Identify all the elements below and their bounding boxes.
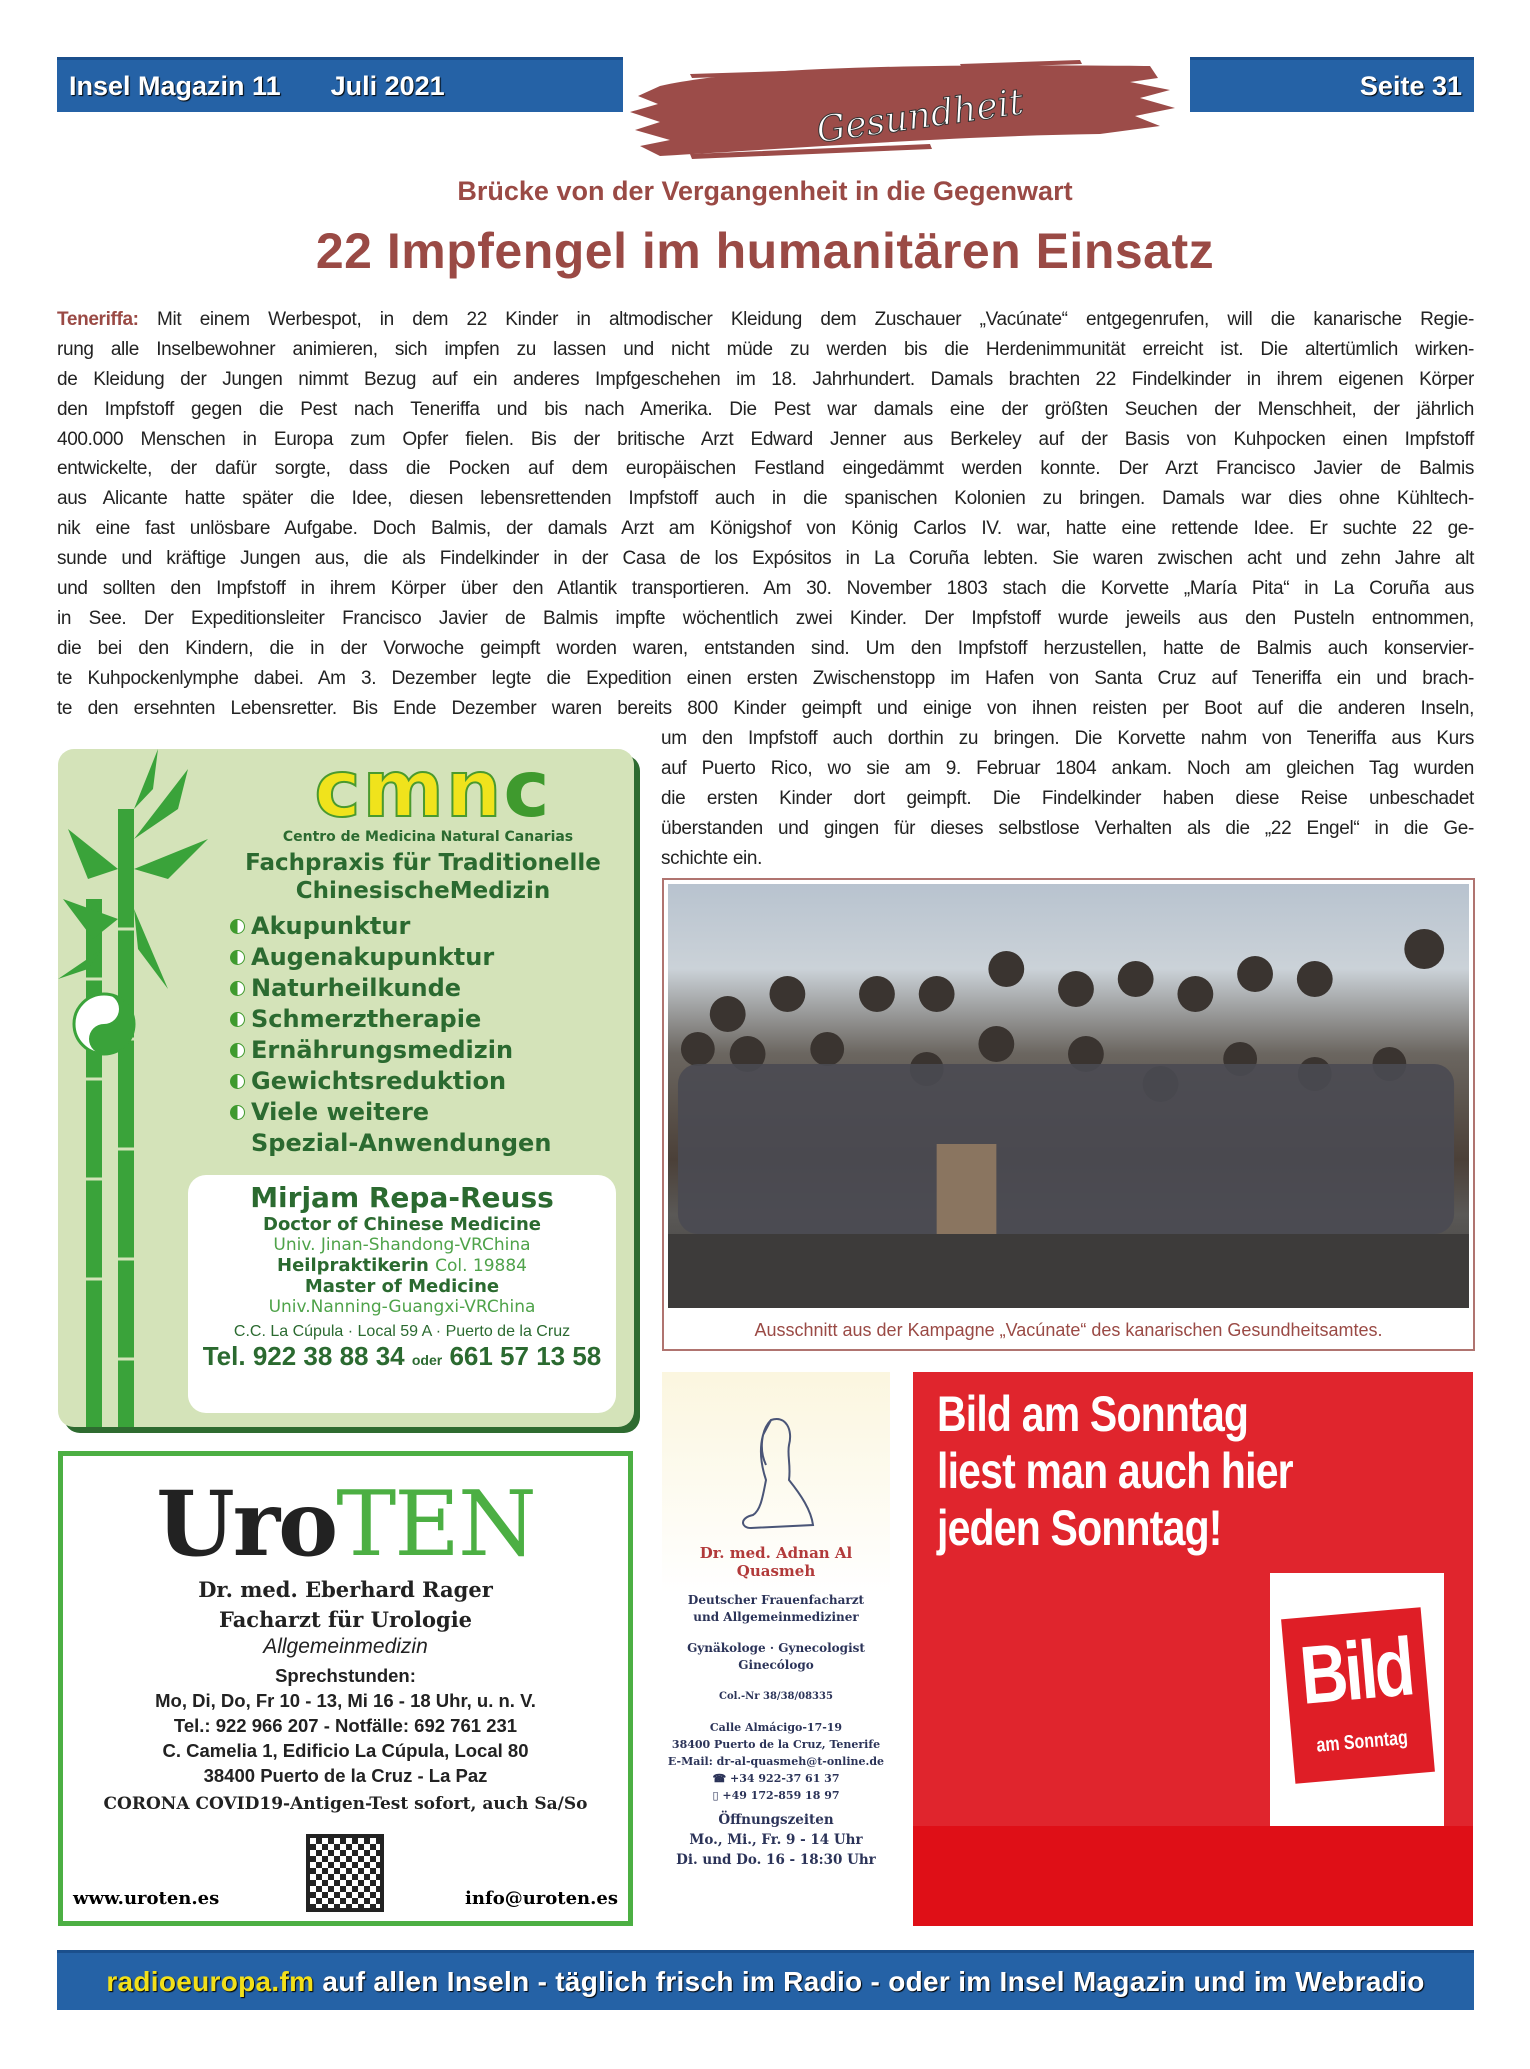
article-photo <box>662 878 1475 1351</box>
service-item <box>230 973 551 1004</box>
body-line: um den Impfstoff auch dorthin zu bringen. Die Korvette nahm von Teneriffa aus Kurs <box>661 728 1474 749</box>
website-link[interactable]: www.uroten.es <box>73 1888 220 1909</box>
service-label: Schmerztherapie <box>251 1005 482 1033</box>
slogan-line: Bild am Sonntag <box>937 1386 1249 1442</box>
issue-date: Juli 2021 <box>330 70 445 101</box>
ad-bottom-band <box>913 1826 1473 1926</box>
campaign-photo-image <box>668 884 1469 1308</box>
logo-part: Uro <box>156 1471 337 1577</box>
general-medicine: Allgemeinmedizin <box>263 1635 428 1658</box>
service-label: Naturheilkunde <box>251 974 462 1002</box>
university: Univ.Nanning-Guangxi-VRChina <box>268 1297 536 1317</box>
office-hours: Mo., Mi., Fr. 9 - 14 Uhr <box>689 1832 863 1848</box>
service-item <box>230 1097 551 1128</box>
page-number: Seite 31 <box>1359 70 1462 101</box>
article-body-column <box>661 724 1474 873</box>
email-link[interactable]: info@uroten.es <box>465 1888 618 1909</box>
body-line: entwickelte, der dafür sorgte, dass die Pocken auf dem europäischen Festland eingedämmt werden konnte. Der Arzt Francisco Javier de Balmis <box>57 458 1474 480</box>
service-item <box>230 1035 551 1066</box>
body-line: und sollten den Impfstoff in ihrem Körper über den Atlantik transportieren. Am 30. November 1803 stach die Korvette „María Pita“ in La Coruña aus <box>57 578 1474 600</box>
footer-banner <box>57 1950 1474 2010</box>
article-headline: 22 Impfengel im humanitären Einsatz <box>315 223 1215 279</box>
body-line: rung alle Inselbewohner animieren, sich impfen zu lassen und nicht müde zu werden bis die Herdenimmunität erreicht ist. Die altertümlich wirken- <box>57 338 1474 360</box>
credential: Master of Medicine <box>304 1276 500 1297</box>
header-bar-left <box>57 57 623 112</box>
ad-uroten[interactable] <box>58 1451 633 1926</box>
credential: Doctor of Chinese Medicine <box>263 1214 541 1235</box>
body-line: den Impfstoff gegen die Pest nach Teneriffa und bis nach Amerika. Die Pest war damals eine der größten Seuchen der Menschheit, der jährlich <box>57 398 1474 420</box>
service-label: Gewichtsreduktion <box>251 1067 507 1095</box>
practitioner-name: Mirjam Repa-Reuss <box>250 1181 554 1214</box>
article-kicker: Brücke von der Vergangenheit in die Gegenwart <box>457 176 1073 206</box>
doctor-name: Dr. med. Adnan Al Quasmeh <box>699 1544 853 1580</box>
university: Univ. Jinan-Shandong-VRChina <box>273 1235 531 1255</box>
phone[interactable]: Tel. 922 38 88 34 <box>202 1341 405 1371</box>
yin-yang-icon <box>230 919 245 934</box>
hours-label: Öffnungszeiten <box>718 1812 834 1828</box>
logo-part: cmn <box>314 749 504 835</box>
phone[interactable]: 661 57 13 58 <box>449 1341 602 1371</box>
slogan-line: jeden Sonntag! <box>937 1500 1222 1556</box>
body-line: te den ersehnten Lebensretter. Bis Ende Dezember waren bereits 800 Kinder geimpft und einige von ihnen reisten per Boot auf die anderen Inseln, <box>57 697 1474 719</box>
bamboo-icon <box>58 749 208 1427</box>
office-hours: Di. und Do. 16 - 18:30 Uhr <box>676 1852 876 1868</box>
bild-logo <box>1281 1607 1435 1784</box>
credential: Heilpraktikerin <box>277 1255 429 1276</box>
newspaper-image <box>1270 1573 1444 1826</box>
body-line: überstanden und gingen für dieses selbstlose Verhalten als die „22 Engel“ in die Ge- <box>661 817 1474 839</box>
service-item-cont: Spezial-Anwendungen <box>251 1129 552 1157</box>
body-line-text: Mit einem Werbespot, in dem 22 Kinder in altmodischer Kleidung dem Zuschauer „Vacúnate“ entgegenrufen, will die kanarische Regie- <box>138 309 1474 330</box>
body-line: die bei den Kindern, die in der Vorwoche geimpft worden waren, entstanden sind. Um den Impfstoff herzustellen, hatte de Balmis auch konservier- <box>57 637 1474 659</box>
address: 38400 Puerto de la Cruz - La Paz <box>203 1765 488 1786</box>
uroten-logo <box>63 1471 628 1577</box>
service-label: Viele weitere <box>251 1098 430 1126</box>
body-line: schichte ein. <box>661 847 763 869</box>
service-item <box>230 942 551 973</box>
office-hours: Mo, Di, Do, Fr 10 - 13, Mi 16 - 18 Uhr, u. n. V. <box>155 1690 536 1711</box>
license-number: Col.-Nr 38/38/08335 <box>719 1691 833 1702</box>
kneeling-woman-icon <box>731 1410 821 1540</box>
specialty: Ginecólogo <box>738 1658 814 1672</box>
logo-text: Bild <box>1296 1621 1416 1722</box>
service-label: Ernährungsmedizin <box>251 1036 514 1064</box>
magazine-name: Insel Magazin 11 <box>69 70 281 101</box>
header-bar-right <box>1190 57 1474 112</box>
footer-text: auf allen Inseln - täglich frisch im Radio - oder im Insel Magazin und im Webradio <box>314 1965 1425 1997</box>
body-line: de Kleidung der Jungen nimmt Bezug auf ein anderes Impfgeschehen im 18. Jahrhundert. Damals brachten 22 Findelkinder in ihrem eigenen Körper <box>57 368 1474 390</box>
yin-yang-icon <box>230 1105 245 1120</box>
mobile[interactable]: ▯ +49 172-859 18 97 <box>712 1789 840 1802</box>
specialty: Facharzt für Urologie <box>218 1607 473 1632</box>
address: C. Camelia 1, Edificio La Cúpula, Local 80 <box>162 1740 529 1761</box>
phone: Tel.: 922 966 207 - Notfälle: 692 761 231 <box>173 1715 518 1736</box>
photo-caption: Ausschnitt aus der Kampagne „Vacúnate“ des kanarischen Gesundheitsamtes. <box>754 1320 1383 1340</box>
phone[interactable]: ☎ +34 922-37 61 37 <box>712 1772 840 1785</box>
address: Calle Almácigo-17-19 <box>709 1721 843 1734</box>
email[interactable]: E-Mail: dr-al-quasmeh@t-online.de <box>667 1755 885 1768</box>
yin-yang-icon <box>230 1012 245 1027</box>
ad-slogan <box>937 1386 1293 1557</box>
phone-numbers[interactable] <box>188 1341 616 1372</box>
body-line: nik eine fast unlösbare Aufgabe. Doch Balmis, der damals Arzt am Königshof von König Carlos IV. war, hatte eine rettende Idee. Er suchte 22 ge- <box>57 518 1474 540</box>
doctor-name: Dr. med. Eberhard Rager <box>198 1577 493 1602</box>
specialty: Gynäkologe · Gynecologist <box>687 1641 865 1655</box>
service-item <box>230 1066 551 1097</box>
practice-line: Fachpraxis für Traditionelle <box>245 850 601 876</box>
hours-label: Sprechstunden: <box>275 1665 416 1686</box>
practitioner-card <box>188 1175 616 1413</box>
body-line: in See. Der Expeditionsleiter Francisco Javier de Balmis impfte wöchentlich zwei Kinder. Der Impfstoff wurde jeweils aus den Pusteln entnommen, <box>57 607 1474 629</box>
body-line: aus Alicante hatte später die Idee, diesen lebensrettenden Impfstoff auch in die spanischen Kolonien zu bringen. Damals war dies ohne Kühltech- <box>57 488 1474 510</box>
qr-code-icon[interactable] <box>306 1834 384 1912</box>
license-number: Col. 19884 <box>435 1256 527 1276</box>
address: C.C. La Cúpula · Local 59 A · Puerto de la Cruz <box>233 1323 571 1340</box>
ad-bild-am-sonntag[interactable] <box>913 1372 1473 1926</box>
article-body <box>57 305 1474 723</box>
body-line: te Kuhpockenlymphe dabei. Am 3. Dezember legte die Expedition einen ersten Zwischenstopp im Hafen von Santa Cruz auf Teneriffa ein und brach- <box>57 667 1474 689</box>
cmnc-subtitle: Centro de Medicina Natural Canarias <box>282 829 574 845</box>
slogan-line: liest man auch hier <box>937 1443 1293 1499</box>
brush-stroke-icon <box>630 56 1190 161</box>
or-label: oder <box>411 1352 443 1368</box>
children-group-illustration <box>668 884 1469 1308</box>
section-banner <box>630 56 1190 161</box>
logo-subtext: am Sonntag <box>1315 1726 1409 1757</box>
covid-test-note: CORONA COVID19-Antigen-Test sofort, auch Sa/So <box>103 1794 588 1814</box>
service-item <box>230 911 551 942</box>
yin-yang-icon <box>230 981 245 996</box>
title: und Allgemeinmediziner <box>693 1610 859 1624</box>
article-lead: Teneriffa: <box>57 309 139 330</box>
logo-part: c <box>503 749 552 835</box>
practice-line: ChinesischeMedizin <box>295 878 551 904</box>
cmnc-practice <box>198 849 634 905</box>
cmnc-logo <box>248 749 618 835</box>
service-label: Akupunktur <box>251 912 411 940</box>
radio-brand-link[interactable]: radioeuropa.fm <box>106 1965 315 1997</box>
body-line: die ersten Kinder dort geimpft. Die Findelkinder haben diese Reise unbeschadet <box>661 787 1474 809</box>
yin-yang-icon <box>230 1043 245 1058</box>
logo-part: TEN <box>336 1472 535 1577</box>
service-list <box>230 911 551 1159</box>
body-line: sunde und kräftige Jungen aus, die als Findelkinder in der Casa de los Expósitos in La Coruña lebten. Sie waren zwischen acht und zehn Jahre alt <box>57 548 1474 570</box>
service-item <box>230 1004 551 1035</box>
body-line <box>57 305 1474 335</box>
yin-yang-icon <box>230 1074 245 1089</box>
section-title: Gesundheit <box>814 81 1027 152</box>
address: 38400 Puerto de la Cruz, Tenerife <box>671 1738 881 1751</box>
ad-cmnc[interactable] <box>58 749 634 1427</box>
yin-yang-icon <box>230 950 245 965</box>
service-label: Augenakupunktur <box>251 943 495 971</box>
body-line: 400.000 Menschen in Europa zum Opfer fielen. Bis der britische Arzt Edward Jenner aus Berkeley auf der Basis von Kuhpocken einen Impfstoff <box>57 428 1474 450</box>
ad-gynecologist[interactable] <box>662 1372 890 1926</box>
body-line: auf Puerto Rico, wo sie am 9. Februar 1804 ankam. Noch am gleichen Tag wurden <box>661 757 1474 779</box>
title: Deutscher Frauenfacharzt <box>687 1593 865 1607</box>
